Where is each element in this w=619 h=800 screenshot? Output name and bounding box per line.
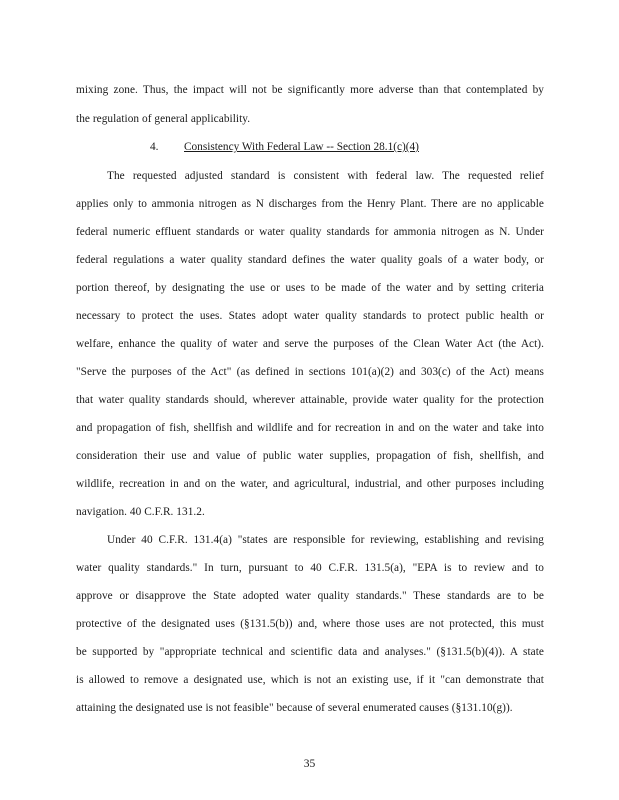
text-line: the regulation of general applicability. (76, 113, 251, 125)
text-line: necessary to protect the uses. States adopt water quality standards to protect public health or (76, 310, 544, 322)
page-number: 35 (303, 758, 316, 770)
section-title: Consistency With Federal Law -- Section 28.1(c)(4) (184, 141, 419, 153)
text-line: Under 40 C.F.R. 131.4(a) "states are responsible for reviewing, establishing and revising (107, 534, 544, 546)
text-line: federal regulations a water quality standard defines the water quality goals of a water body, or (76, 254, 544, 266)
text-line: consideration their use and value of public water supplies, propagation of fish, shellfish, and (76, 450, 544, 462)
text-line: approve or disapprove the State adopted water quality standards." These standards are to be (76, 590, 544, 602)
text-line: federal numeric effluent standards or water quality standards for ammonia nitrogen as N. Under (76, 226, 544, 238)
text-line: is allowed to remove a designated use, which is not an existing use, if it "can demonstrate that (76, 674, 544, 686)
text-line: be supported by "appropriate technical and scientific data and analyses." (§131.5(b)(4)). A state (76, 646, 544, 658)
text-line: that water quality standards should, wherever attainable, provide water quality for the protection (76, 394, 544, 406)
text-line: attaining the designated use is not feasible" because of several enumerated causes (§131.10(g)). (76, 702, 513, 714)
text-line: applies only to ammonia nitrogen as N discharges from the Henry Plant. There are no applicable (76, 198, 544, 210)
text-line: The requested adjusted standard is consistent with federal law. The requested relief (107, 170, 544, 182)
text-line: protective of the designated uses (§131.5(b)) and, where those uses are not protected, this must (76, 618, 544, 630)
text-line: navigation. 40 C.F.R. 131.2. (76, 506, 205, 518)
text-line: "Serve the purposes of the Act" (as defined in sections 101(a)(2) and 303(c) of the Act) means (76, 366, 544, 378)
text-line: water quality standards." In turn, pursuant to 40 C.F.R. 131.5(a), "EPA is to review and to (76, 562, 544, 574)
text-line: wildlife, recreation in and on the water, and agricultural, industrial, and other purposes including (76, 478, 544, 490)
text-line: portion thereof, by designating the use or uses to be made of the water and by setting criteria (76, 282, 544, 294)
section-heading (150, 140, 419, 154)
text-line: mixing zone. Thus, the impact will not be significantly more adverse than that contemplated by (76, 84, 544, 96)
section-number: 4. (150, 141, 159, 153)
text-line: and propagation of fish, shellfish and wildlife and for recreation in and on the water and take into (76, 422, 544, 434)
text-line: welfare, enhance the quality of water and serve the purposes of the Clean Water Act (the Act). (76, 338, 544, 350)
